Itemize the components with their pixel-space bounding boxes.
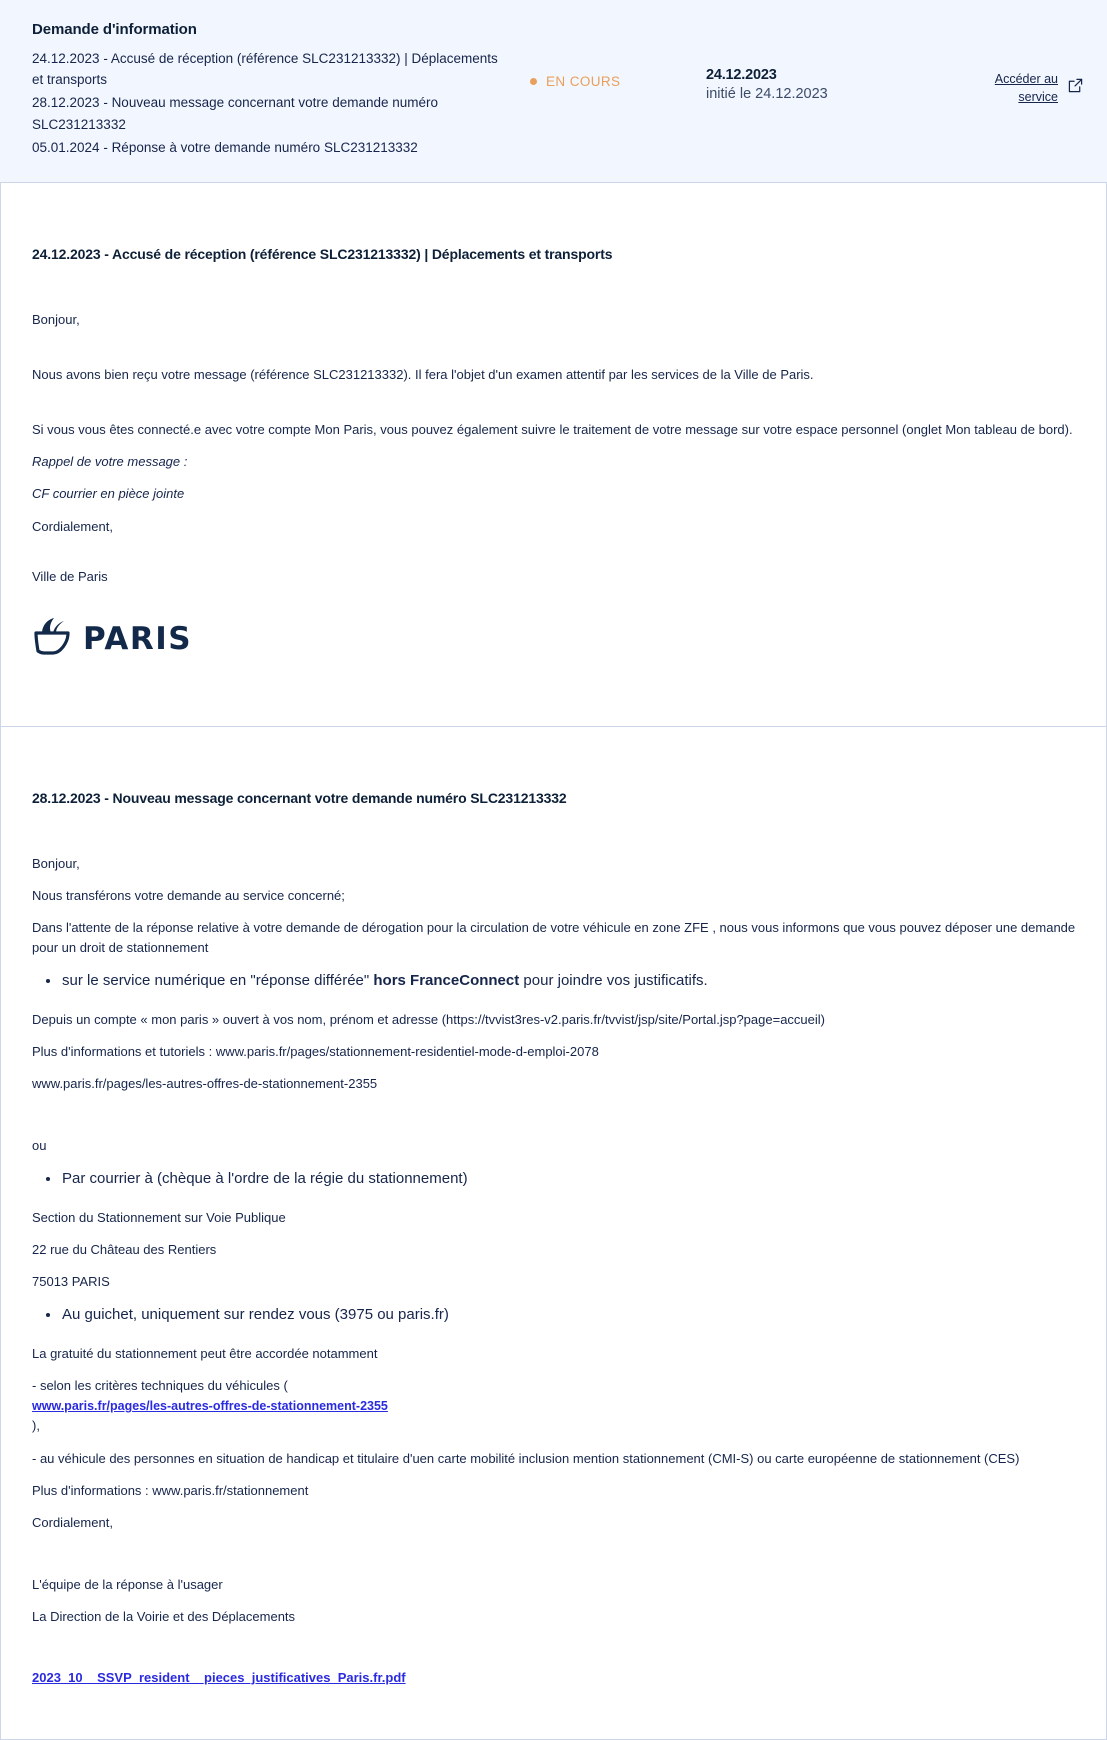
spacer [32, 1545, 1077, 1575]
list-item-digital-service [54, 970, 1077, 993]
message-card-2 [0, 727, 1107, 1740]
message-card-1 [0, 183, 1107, 727]
status-badge [512, 18, 702, 89]
closing-text: Cordialement, [32, 518, 113, 534]
list-item-at-counter: Au guichet, uniquement sur rendez vous (3975 ou paris.fr) [54, 1304, 1077, 1327]
spacer [32, 402, 1077, 420]
access-service-link[interactable]: Accéder au service [994, 72, 1058, 105]
bullet1-pre: sur le service numérique en "réponse différée" [62, 972, 374, 990]
summary-line-3: 05.01.2024 - Réponse à votre demande numéro SLC231213332 [32, 139, 418, 155]
message-body [32, 262, 1077, 726]
attachment-row [32, 1669, 1077, 1687]
criteres-post: ), [32, 1418, 40, 1434]
page-title: Demande d'information [32, 21, 197, 38]
paris-wordmark: PARIS [83, 621, 193, 658]
bullet1-bold: hors FranceConnect [373, 972, 520, 990]
message-body [32, 806, 1077, 1740]
message-title: 24.12.2023 - Accusé de réception (référence SLC231213332) | Déplacements et transports [32, 245, 613, 262]
paragraph-received: Nous avons bien reçu votre message (référence SLC231213332). Il fera l'objet d'un examen attentif par les services de la Ville de Paris. [32, 366, 814, 382]
paragraph-mon-paris-account: Depuis un compte « mon paris » ouvert à vos nom, prénom et adresse (https://tvvist3res-v2.paris.fr/tvvist/jsp/site/Portal.jsp?page=accueil) [32, 1011, 825, 1027]
greeting-text: Bonjour, [32, 855, 80, 871]
paragraph-zfe: Dans l'attente de la réponse relative à votre demande de dérogation pour la circulation de votre véhicule en zone ZFE , nous vous informons que vous pouvez déposer une demande pour un droit de stationnement [32, 920, 1076, 956]
address-line-2: 22 rue du Château des Rentiers [32, 1242, 217, 1258]
paragraph-handicap: - au véhicule des personnes en situation de handicap et titulaire d'uen carte mobilité inclusion mention stationnement (CMI-S) ou carte européenne de stationnement (CES) [32, 1450, 1020, 1466]
reminder-body: CF courrier en pièce jointe [32, 486, 185, 502]
paris-boat-icon [32, 615, 72, 664]
signature-text: Ville de Paris [32, 568, 108, 584]
options-list-1 [32, 970, 1077, 993]
paragraph-criteres [32, 1376, 1077, 1437]
spacer [32, 347, 1077, 365]
paragraph-gratuite: La gratuité du stationnement peut être accordée notamment [32, 1345, 378, 1361]
criteres-pre: - selon les critères techniques du véhicules ( [32, 1377, 288, 1393]
paris-logo [32, 615, 1077, 664]
signoff-line-1: L'équipe de la réponse à l'usager [32, 1577, 223, 1593]
address-line-1: Section du Stationnement sur Voie Publique [32, 1209, 286, 1225]
offers-link[interactable]: www.paris.fr/pages/les-autres-offres-de-stationnement-2355 [32, 1399, 388, 1414]
address-line-3: 75013 PARIS [32, 1274, 110, 1290]
signoff-line-2: La Direction de la Voirie et des Déplacements [32, 1609, 296, 1625]
spacer [32, 1639, 1077, 1669]
bullet1-post: pour joindre vos justificatifs. [519, 972, 708, 990]
options-list-2 [32, 1168, 1077, 1191]
spacer [32, 1687, 1077, 1717]
date-primary: 24.12.2023 [706, 67, 777, 83]
date-block [702, 18, 953, 104]
closing-text: Cordialement, [32, 1514, 113, 1530]
paragraph-ou: ou [32, 1138, 47, 1154]
paragraph-tutorials: Plus d'informations et tutoriels : www.paris.fr/pages/stationnement-residentiel-mode-d-emploi-2078 [32, 1043, 599, 1059]
summary-line-1: 24.12.2023 - Accusé de réception (référence SLC231213332) | Déplacements et transports [32, 50, 498, 88]
paragraph-plus-infos: Plus d'informations : www.paris.fr/stationnement [32, 1482, 309, 1498]
attachment-link[interactable]: 2023_10__SSVP_resident__pieces_justificatives_Paris.fr.pdf [32, 1670, 406, 1686]
spacer [32, 1106, 1077, 1136]
access-service-action[interactable] [953, 18, 1083, 106]
spacer [32, 549, 1077, 567]
request-summary-card[interactable] [0, 0, 1107, 183]
summary-line-2: 28.12.2023 - Nouveau message concernant votre demande numéro SLC231213332 [32, 95, 439, 133]
message-title: 28.12.2023 - Nouveau message concernant votre demande numéro SLC231213332 [32, 789, 567, 806]
reminder-label: Rappel de votre message : [32, 454, 188, 470]
paragraph-other-offers-url: www.paris.fr/pages/les-autres-offres-de-stationnement-2355 [32, 1076, 378, 1092]
options-list-3 [32, 1304, 1077, 1327]
summary-text-block [32, 18, 512, 160]
list-item-by-mail: Par courrier à (chèque à l'ordre de la régie du stationnement) [54, 1168, 1077, 1191]
paragraph-account: Si vous vous êtes connecté.e avec votre compte Mon Paris, vous pouvez également suivre le traitement de votre message sur votre espace personnel (onglet Mon tableau de bord). [32, 422, 1073, 438]
external-link-icon[interactable] [1068, 78, 1083, 98]
paragraph-transfer: Nous transférons votre demande au service concerné; [32, 887, 345, 903]
greeting-text: Bonjour, [32, 311, 80, 327]
status-label: EN COURS [546, 74, 621, 89]
date-secondary: initié le 24.12.2023 [706, 86, 828, 103]
status-dot-icon [530, 78, 537, 85]
